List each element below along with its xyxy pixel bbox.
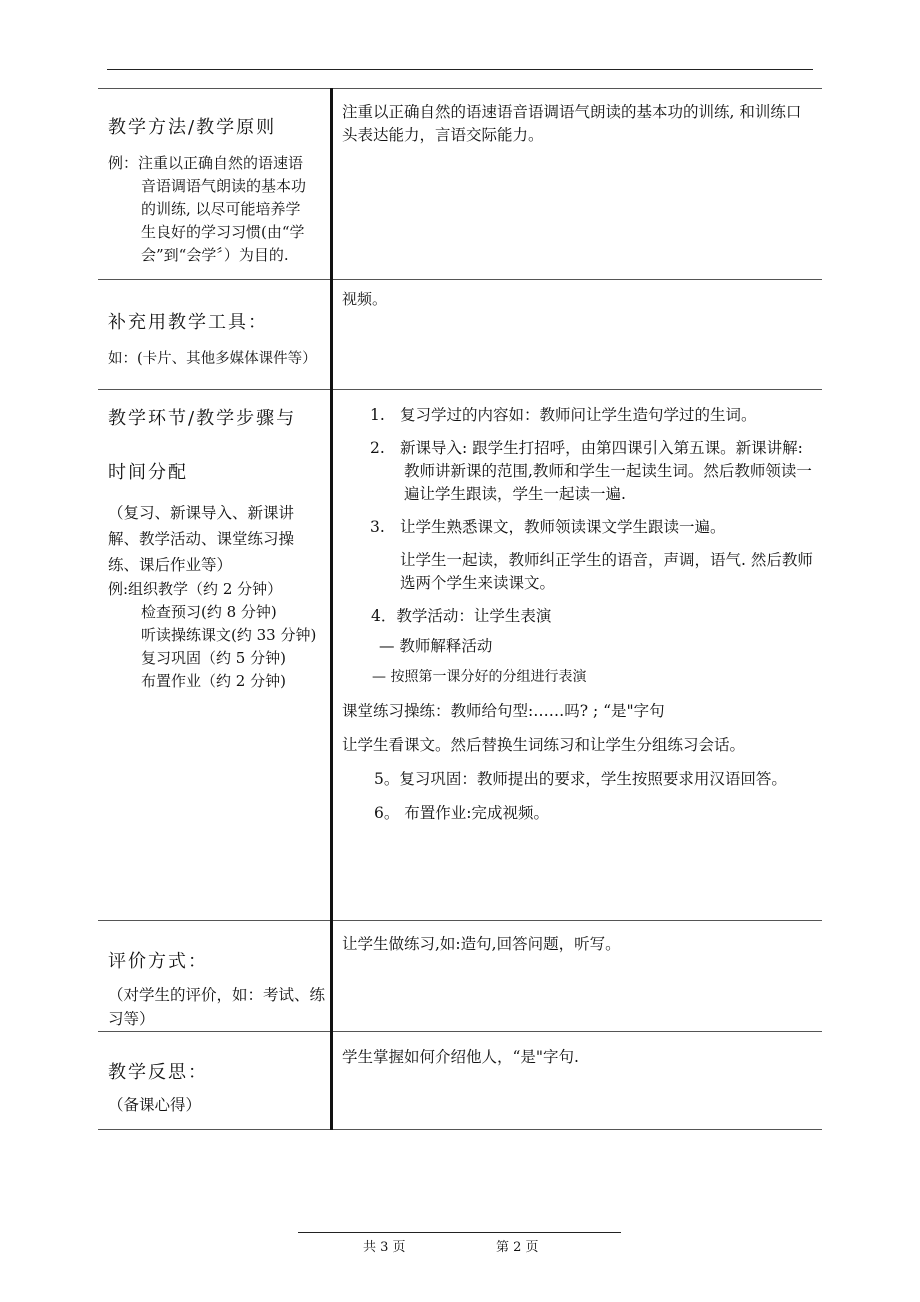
step-number: 2. <box>370 439 385 457</box>
practice-line-2: 让学生看课文。然后替换生词练习和让学生分组练习会话。 <box>342 736 746 754</box>
step6: 6。 布置作业:完成视频。 <box>374 804 550 822</box>
footer-rule <box>298 1232 621 1233</box>
row-tools <box>98 280 822 390</box>
row-evaluation <box>98 921 822 1032</box>
page-current: 第 2 页 <box>496 1240 539 1255</box>
row-steps <box>98 390 822 921</box>
reflection-content: 学生掌握如何介绍他人，“是"字句. <box>342 1048 579 1066</box>
steps-example-item: 布置作业（约 2 分钟) <box>141 672 286 690</box>
page-total: 共 3 页 <box>363 1240 406 1255</box>
methods-example-line: 生良好的学习习惯(由“学 <box>141 223 305 241</box>
row-reflection <box>98 1032 822 1130</box>
practice-line-1: 课堂练习操练：教师给句型:……吗? ; “是"字句 <box>342 702 665 720</box>
methods-content: 注重以正确自然的语速语音语调语气朗读的基本功的训练, 和训练口头表达能力，言语交际能力。 <box>342 103 802 144</box>
methods-content-cell <box>332 89 823 280</box>
steps-title-line-2: 时间分配 <box>108 462 188 483</box>
tools-title: 补充用教学工具： <box>108 312 268 333</box>
step4-sub2: — 按照第一课分好的分组进行表演 <box>372 669 587 685</box>
tools-content-cell <box>332 280 823 390</box>
evaluation-title: 评价方式： <box>108 951 208 972</box>
steps-content-cell <box>332 390 823 921</box>
steps-example-item: 检查预习(约 8 分钟) <box>141 603 277 621</box>
step-number: 1. <box>370 406 385 424</box>
evaluation-content-cell <box>332 921 823 1032</box>
methods-example-line: 例：注重以正确自然的语速语 <box>108 154 304 172</box>
reflection-title: 教学反思： <box>108 1062 208 1083</box>
methods-label-cell <box>98 89 332 280</box>
lesson-plan-table <box>98 88 822 1130</box>
step-item <box>370 516 814 539</box>
header-rule <box>107 69 813 70</box>
step-text: 复习学过的内容如：教师问让学生造句学过的生词。 <box>400 406 757 424</box>
steps-note: （复习、新课导入、新课讲解、教学活动、课堂练习操练、课后作业等） <box>108 504 295 574</box>
steps-example-head: 例:组织教学（约 2 分钟） <box>108 580 283 598</box>
step-text: 新课导入: 跟学生打招呼，由第四课引入第五课。新课讲解: 教师讲新课的范围,教师和学生一起读生词。然后教师领读一遍让学生跟读，学生一起读一遍. <box>400 439 812 503</box>
reflection-content-cell <box>332 1032 823 1130</box>
evaluation-content: 让学生做练习,如:造句,回答问题，听写。 <box>342 935 621 953</box>
methods-title: 教学方法/教学原则 <box>108 117 277 138</box>
step4: 4．教学活动：让学生表演 <box>371 607 552 625</box>
tools-label-cell <box>98 280 332 390</box>
steps-example-list <box>108 601 330 693</box>
methods-example <box>108 152 330 267</box>
tools-content: 视频。 <box>342 290 388 308</box>
step-item <box>370 404 814 427</box>
steps-example-item: 复习巩固（约 5 分钟) <box>141 649 286 667</box>
reflection-label-cell <box>98 1032 332 1130</box>
evaluation-note: （对学生的评价，如：考试、练习等） <box>108 986 326 1028</box>
steps-list <box>342 404 814 689</box>
methods-example-line: 的训练, 以尽可能培养学 <box>141 200 301 218</box>
methods-example-line: 会”到“会学〞）为目的. <box>141 246 289 264</box>
step-item <box>370 437 814 506</box>
step4-sub1: — 教师解释活动 <box>379 637 493 655</box>
step-number: 3. <box>370 518 385 536</box>
steps-example-item: 听读操练课文(约 33 分钟) <box>141 626 317 644</box>
tools-note: 如：(卡片、其他多媒体课件等） <box>108 351 317 367</box>
row-methods <box>98 89 822 280</box>
step3-extra: 让学生一起读，教师纠正学生的语音，声调，语气. 然后教师选两个学生来读课文。 <box>400 551 813 592</box>
methods-example-line: 音语调语气朗读的基本功 <box>141 177 307 195</box>
step5: 5。复习巩固：教师提出的要求，学生按照要求用汉语回答。 <box>374 770 787 788</box>
evaluation-label-cell <box>98 921 332 1032</box>
step-text: 让学生熟悉课文，教师领读课文学生跟读一遍。 <box>400 518 726 536</box>
steps-title-line-1: 教学环节/教学步骤与 <box>108 408 297 429</box>
steps-label-cell <box>98 390 332 921</box>
reflection-note: （备课心得） <box>108 1096 202 1114</box>
